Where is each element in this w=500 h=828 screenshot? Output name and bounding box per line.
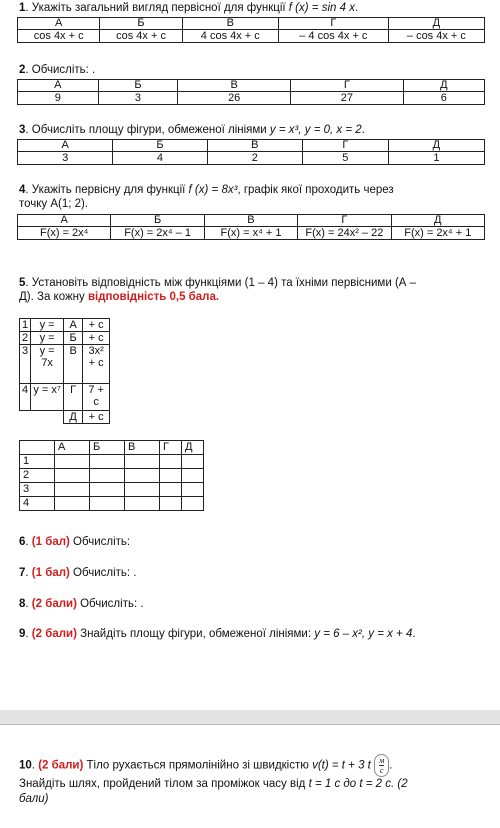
grid-cell[interactable] — [125, 483, 160, 497]
question-text: . Обчисліть площу фігури, обмеженої лініями — [25, 124, 270, 136]
unit-fraction: $\frac{м}{с}$ — [374, 754, 389, 777]
answer-grid: А Б В Г Д 1 2 3 4 — [19, 440, 204, 511]
points-highlight: відповідність 0,5 бала. — [87, 291, 220, 303]
question-number: 5 — [19, 277, 26, 289]
question-text: . Укажіть первісну для функції — [25, 184, 189, 196]
answer-option[interactable]: – 4 cos 4x + c — [278, 30, 388, 43]
answer-option[interactable]: 26 — [178, 92, 291, 105]
grid-cell[interactable] — [182, 483, 204, 497]
answer-option[interactable]: 2 — [207, 152, 302, 165]
antiderivative-cell: + c — [83, 319, 110, 332]
answer-table-1: А Б В Г Д cos 4x + c cos 4x + c 4 cos 4x + c – 4 cos 4x + c – cos 4x + c — [17, 17, 485, 43]
question-4: 4. Укажіть первісну для функції f (x) = 8x³, графік якої проходить через точку А(1; 2). — [19, 184, 394, 210]
question-1: 1. Укажіть загальний вигляд первісної для функції f (x) = sin 4 x. — [19, 2, 359, 14]
answer-option[interactable]: 9 — [18, 92, 99, 105]
grid-cell[interactable] — [125, 469, 160, 483]
question-9: 9. (2 бали) Знайдіть площу фігури, обмеженої лініями: y = 6 – x², y = x + 4. — [19, 628, 416, 640]
antiderivative-cell: + c — [83, 411, 110, 424]
grid-cell[interactable] — [182, 497, 204, 511]
grid-cell[interactable] — [55, 497, 90, 511]
answer-table-2: А Б В Г Д 9 3 26 27 6 — [17, 79, 485, 105]
grid-cell[interactable] — [125, 455, 160, 469]
question-formula: y = x³, y = 0, x = 2 — [269, 124, 362, 136]
answer-option[interactable]: 5 — [302, 152, 388, 165]
question-number: 4 — [19, 184, 26, 196]
answer-option[interactable]: cos 4x + c — [18, 30, 100, 43]
answer-option[interactable]: F(x) = 24x² – 22 — [298, 227, 391, 240]
grid-cell[interactable] — [55, 469, 90, 483]
points-badge: (1 бал) — [31, 536, 70, 548]
points-badge: (1 бал) — [31, 567, 70, 579]
antiderivative-cell: 7 + c — [83, 384, 110, 411]
grid-cell[interactable] — [160, 455, 182, 469]
answer-option[interactable]: 3 — [98, 92, 178, 105]
divider — [0, 724, 500, 725]
answer-option[interactable]: – cos 4x + c — [388, 30, 484, 43]
question-formula: f (x) = 8x³ — [188, 184, 238, 196]
question-formula: v(t) = t + 3 t — [312, 759, 371, 772]
answer-option[interactable]: 27 — [291, 92, 404, 105]
grid-cell[interactable] — [160, 469, 182, 483]
question-text: Обчисліть: . — [69, 567, 137, 579]
function-cell: y = — [31, 332, 64, 345]
grid-cell[interactable] — [90, 455, 125, 469]
grid-cell[interactable] — [160, 483, 182, 497]
grid-cell[interactable] — [90, 483, 125, 497]
answer-option[interactable]: cos 4x + c — [100, 30, 182, 43]
question-text: Знайдіть площу фігури, обмеженої лініями: — [76, 628, 315, 640]
question-text: . Обчисліть: . — [25, 64, 96, 76]
antiderivative-cell: 3x² + c — [83, 345, 110, 384]
matching-table: 1 y = А + c 2 y = Б + c 3 y = 7x В 3x² + c 4 y = x⁷ Г 7 + c Д + c — [19, 318, 110, 424]
grid-cell[interactable] — [125, 497, 160, 511]
function-cell: y = 7x — [31, 345, 64, 384]
points-badge: (2 бали) — [38, 759, 84, 772]
answer-option[interactable]: 6 — [403, 92, 484, 105]
points-badge: (2 бали) — [31, 598, 77, 610]
question-6: 6. (1 бал) Обчисліть: — [19, 536, 131, 548]
question-number: 1 — [19, 2, 26, 14]
question-text: Обчисліть: — [69, 536, 131, 548]
question-3: 3. Обчисліть площу фігури, обмеженої лініями y = x³, y = 0, x = 2. — [19, 124, 365, 136]
answer-table-4: А Б В Г Д F(x) = 2x⁴ F(x) = 2x⁴ – 1 F(x) = x⁴ + 1 F(x) = 24x² – 22 F(x) = 2x⁴ + 1 — [17, 214, 485, 240]
grid-cell[interactable] — [90, 497, 125, 511]
question-formula: f (x) = sin 4 x — [288, 2, 355, 14]
answer-option[interactable]: F(x) = x⁴ + 1 — [204, 227, 297, 240]
answer-option[interactable]: 3 — [18, 152, 113, 165]
answer-option[interactable]: 1 — [388, 152, 484, 165]
points-badge: (2 бали) — [31, 628, 77, 640]
question-7: 7. (1 бал) Обчисліть: . — [19, 567, 137, 579]
grid-cell[interactable] — [182, 469, 204, 483]
question-8: 8. (2 бали) Обчисліть: . — [19, 598, 144, 610]
question-text: . Укажіть загальний вигляд первісної для функції — [25, 2, 289, 14]
answer-option[interactable]: 4 — [113, 152, 207, 165]
grid-cell[interactable] — [90, 469, 125, 483]
function-cell: y = — [31, 319, 64, 332]
answer-option[interactable]: F(x) = 2x⁴ — [18, 227, 111, 240]
answer-table-3: А Б В Г Д 3 4 2 5 1 — [17, 139, 485, 165]
grid-cell[interactable] — [55, 483, 90, 497]
grid-cell[interactable] — [160, 497, 182, 511]
grid-cell[interactable] — [55, 455, 90, 469]
page-break — [0, 710, 500, 724]
antiderivative-cell: + c — [83, 332, 110, 345]
question-number: 3 — [19, 124, 26, 136]
question-text: Обчисліть: . — [76, 598, 144, 610]
answer-option[interactable]: F(x) = 2x⁴ – 1 — [111, 227, 204, 240]
question-2 — [19, 63, 492, 77]
question-formula: y = 6 – x², y = x + 4 — [314, 628, 413, 640]
question-text: . Установіть відповідність між функціями (1 – 4) та їхніми первісними (А – — [25, 277, 417, 289]
grid-cell[interactable] — [182, 455, 204, 469]
function-cell: y = x⁷ — [31, 384, 64, 411]
answer-option[interactable]: 4 cos 4x + c — [182, 30, 278, 43]
question-5: 5. Установіть відповідність між функціями (1 – 4) та їхніми первісними (А – Д). За кожну відповідність 0,5 бала. — [19, 277, 417, 303]
question-10: 10. (2 бали) Тіло рухається прямолінійно зі швидкістю v(t) = t + 3 t $\frac{м}{с}$ . Знайдіть шлях, пройдений тілом за проміжок часу від t = 1 с до t = 2 с. (2 бали) — [19, 756, 408, 805]
question-text: Тіло рухається прямолінійно зі швидкістю — [83, 759, 313, 772]
question-number: 2 — [19, 64, 26, 76]
answer-option[interactable]: F(x) = 2x⁴ + 1 — [391, 227, 484, 240]
